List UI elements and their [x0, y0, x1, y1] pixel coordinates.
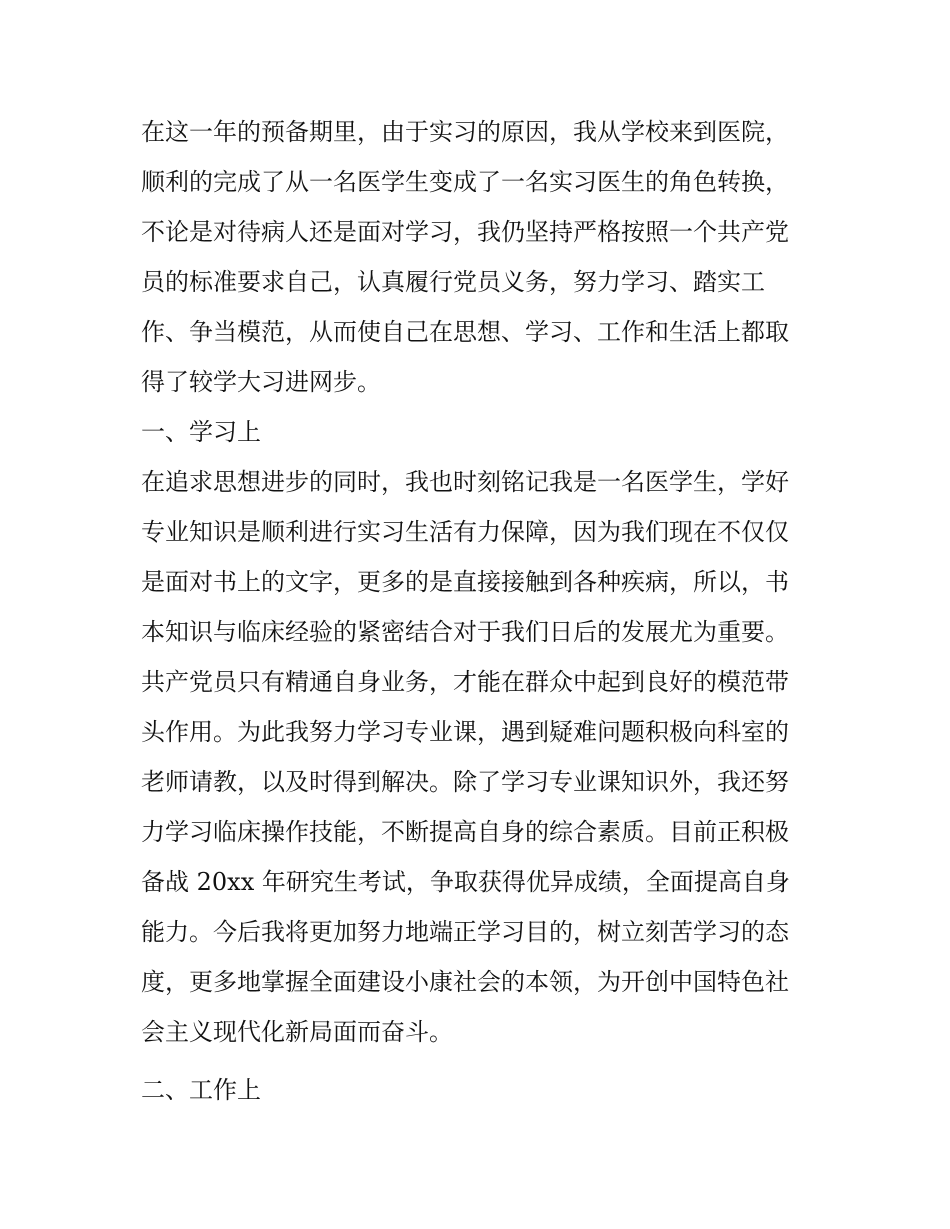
paragraph-spacer	[141, 1057, 831, 1065]
paragraph-line: 力学习临床操作技能，不断提高自身的综合素质。目前正积极	[141, 818, 789, 846]
paragraph-line: 得了较学大习进网步。	[141, 368, 381, 396]
paragraph-line: 本知识与临床经验的紧密结合对于我们日后的发展尤为重要。	[141, 618, 789, 646]
section-heading-study: 一、学习上	[141, 418, 261, 446]
paragraph-line: 共产党员只有精通自身业务，才能在群众中起到良好的模范带	[141, 668, 789, 696]
paragraph-line: 员的标准要求自己，认真履行党员义务，努力学习、踏实工	[141, 268, 765, 296]
paragraph-line: 度，更多地掌握全面建设小康社会的本领，为开创中国特色社	[141, 968, 789, 996]
paragraph-line: 不论是对待病人还是面对学习，我仍坚持严格按照一个共产党	[141, 218, 789, 246]
paragraph-line: 老师请教，以及时得到解决。除了学习专业课知识外，我还努	[141, 768, 789, 796]
section-heading-work: 二、工作上	[141, 1076, 261, 1104]
document-body	[141, 107, 831, 1115]
paragraph-line: 会主义现代化新局面而奋斗。	[141, 1018, 453, 1046]
paragraph-line: 是面对书上的文字，更多的是直接接触到各种疾病，所以，书	[141, 568, 789, 596]
paragraph-line: 顺利的完成了从一名医学生变成了一名实习医生的角色转换，	[141, 168, 789, 196]
paragraph-line: 专业知识是顺利进行实习生活有力保障，因为我们现在不仅仅	[141, 518, 789, 546]
paragraph-line: 备战 20xx 年研究生考试，争取获得优异成绩，全面提高自身	[141, 868, 790, 896]
paragraph-line: 头作用。为此我努力学习专业课，遇到疑难问题积极向科室的	[141, 718, 789, 746]
paragraph-line: 作、争当模范，从而使自己在思想、学习、工作和生活上都取	[141, 318, 789, 346]
paragraph-line: 能力。今后我将更加努力地端正学习目的，树立刻苦学习的态	[141, 918, 789, 946]
paragraph-line: 在追求思想进步的同时，我也时刻铭记我是一名医学生，学好	[141, 468, 789, 496]
paragraph-line: 在这一年的预备期里，由于实习的原因，我从学校来到医院，	[141, 118, 789, 146]
